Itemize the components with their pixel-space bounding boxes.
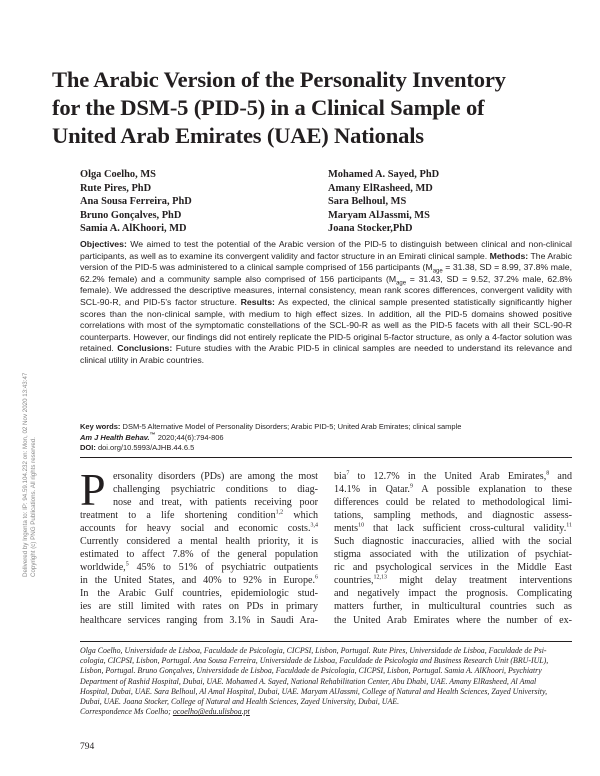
- footnote-line: [80, 707, 572, 717]
- body-line: differences could be related to methodological limi-: [334, 497, 572, 509]
- body-line: and negatively impact the prognosis. Complicating: [334, 588, 572, 600]
- doi-line: [80, 443, 572, 454]
- footnote-line: Dubai, UAE. Joana Stocker, College of Natural and Health Sciences, Zayed University, Dubai, UAE.: [80, 696, 400, 706]
- footnote-line: Department of Rashid Hospital, Dubai, UAE. Mohamed A. Sayed, National Rehabilitation Center, Abu Dhabi, UAE. Amany ElRasheed, Al Amal: [80, 676, 537, 686]
- keywords-label: Key words:: [80, 422, 121, 431]
- body-line: ersonality disorders (PDs) are among the most: [113, 471, 318, 482]
- body-line: tations, sampling methods, and diagnostic assess-: [334, 510, 572, 522]
- divider: [80, 641, 572, 642]
- author: Samia A. AlKhoori, MD: [80, 223, 187, 235]
- body-line: ies are still limited with rates on PDs in primary: [80, 601, 318, 613]
- body-line: nose and treat, with patients receiving poor: [113, 497, 318, 509]
- author: Olga Coelho, MS: [80, 169, 156, 180]
- subscript: age: [432, 268, 443, 275]
- body-line: worldwide,$^5$ 45% to 51% of psychiatric outpatients: [80, 561, 318, 574]
- body-line: 14.1% in Qatar.$^9$ A possible explanation to these: [334, 483, 572, 496]
- author: Sara Belhoul, MS: [328, 196, 407, 208]
- title-line: United Arab Emirates (UAE) Nationals: [52, 123, 424, 148]
- keywords-text: DSM-5 Alternative Model of Personality Disorders; Arabic PID-5; United Arab Emirates; clinical sample: [122, 422, 462, 431]
- page-number: 794: [80, 742, 95, 752]
- delivery-watermark: [22, 232, 48, 577]
- title-line: for the DSM-5 (PID-5) in a Clinical Sample of: [52, 95, 485, 120]
- body-line: Such diagnostic inaccuracies, allied with the social: [334, 536, 572, 548]
- body-column-left: [80, 470, 318, 627]
- footnote-line: cologia, CICPSI, Lisbon, Portugal. Ana Sousa Ferreira, Universidade de Lisboa, Faculdade de Psicologia and Business Research Unit (BRU-IUL),: [80, 656, 549, 666]
- author: Ana Sousa Ferreira, PhD: [80, 196, 192, 208]
- footnote-line: Olga Coelho, Universidade de Lisboa, Faculdade de Psicologia, CICPSI, Lisbon, Portugal. Rute Pires, Universidade de Lisboa, Faculdade de Psi-: [80, 646, 547, 655]
- abstract-conclusions-text: Future studies with the Arabic PID-5 in clinical samples are needed to understand its relevance and clinical utility in Arabic countries.: [80, 343, 572, 365]
- abstract-methods-label: Methods:: [489, 250, 529, 261]
- body-line: challenging psychiatric conditions to diag-: [113, 484, 318, 496]
- author: Rute Pires, PhD: [80, 182, 152, 194]
- doi-link[interactable]: doi.org/10.5993/AJHB.44.6.5: [97, 443, 195, 452]
- keywords-block: [80, 422, 572, 454]
- citation: 2020;44(6):794-806: [155, 432, 224, 442]
- author-list-right: [328, 168, 439, 236]
- author: Joana Stocker,PhD: [328, 223, 413, 235]
- body-line: estimated to affect 7.8% of the general population: [80, 549, 318, 561]
- subscript: age: [396, 280, 407, 287]
- body-line: In the Arabic Gulf countries, epidemiologic stud-: [80, 588, 318, 600]
- author: Maryam AlJassmi, MS: [328, 209, 430, 221]
- journal-name: Am J Health Behav.: [80, 432, 150, 442]
- citation-line: [80, 433, 572, 444]
- author-list-left: [80, 168, 192, 236]
- watermark-line: Delivered by Ingenta to: IP: 94.59.104.232 on: Mon, 02 Nov 2020 13:43:47: [22, 372, 29, 577]
- correspondence-label: Correspondence Ms Coelho;: [80, 707, 171, 717]
- abstract-methods-text: = 31.38, SD = 8.99, 37.8% male, 62.2% female) and a community sample also comprised of 156 participants (M: [80, 262, 572, 284]
- body-line: countries,$^{12,13}$ might delay treatment interventions: [334, 575, 572, 587]
- divider: [80, 457, 572, 458]
- watermark-line: Copyright (c) PNG Publications. All rights reserved.: [30, 437, 37, 577]
- footnote-line: Lisbon, Portugal. Bruno Gonçalves, Universidade de Lisboa, Faculdade de Psicologia, CICPSI, Lisbon, Portugal. Samia A. AlKhoori, Psychiatry: [80, 666, 542, 676]
- abstract-results-text: As expected, the clinical sample presented statistically significantly higher scores than the non-clinical sample, with medium to high effect sizes. In addition, all the PID-5 domains showed positive correlations with most of the symptomatic constellations of the SCL-90-R as well as the PID-5 facets with all their SCL-90-R counterparts. However, our findings did not entirely replicate the PID-5 original 5-factor structure, as only a 4-factor solution was retained.: [80, 296, 573, 354]
- body-line: stigma associated with the utilization of psychiat-: [334, 549, 572, 561]
- author: Bruno Gonçalves, PhD: [80, 209, 182, 221]
- body-line: the United Arab Emirates where the number of ex-: [334, 614, 572, 626]
- abstract-methods-text: The Arabic version of the PID-5 was administered to a clinical sample comprised of 156 participants (M: [80, 250, 572, 273]
- author: Amany ElRasheed, MD: [328, 182, 433, 194]
- body-line: matters further, in multicultural countries such as: [334, 601, 572, 613]
- body-line: healthcare services ranging from 3.1% in Saudi Ara-: [80, 614, 318, 626]
- body-line: ric and psychological services in the Middle East: [334, 562, 572, 574]
- abstract-objectives-label: Objectives:: [80, 239, 127, 249]
- body-column-right: [334, 470, 572, 627]
- author: Mohamed A. Sayed, PhD: [328, 169, 440, 180]
- email-link[interactable]: ocoelho@edu.ulisboa.pt: [172, 707, 250, 717]
- doi-label: DOI:: [80, 443, 96, 452]
- body-line: bia$^7$ to 12.7% in the United Arab Emirates,$^8$ and: [334, 470, 572, 482]
- keywords-line: [80, 422, 572, 433]
- trademark: ™: [149, 432, 156, 438]
- abstract-results-label: Results:: [240, 296, 275, 307]
- body-line: Currently considered a mental health priority, it is: [80, 536, 318, 548]
- body-line: treatment to a life shortening condition$^{1,2}$ which: [80, 509, 318, 522]
- affiliations-footnote: [80, 646, 572, 717]
- body-line: accounts for heavy social and economic costs.$^{3,4}$: [80, 522, 318, 535]
- body-line: in the United States, and 40% to 92% in Europe.$^6$: [80, 575, 318, 587]
- abstract-conclusions-label: Conclusions:: [117, 343, 173, 354]
- body-line: ments$^{10}$ that lack sufficient cross-cultural validity.$^{11}$: [334, 522, 572, 535]
- footnote-line: Hospital, Dubai, UAE. Sara Belhoul, Al Amal Hospital, Dubai, UAE. Maryam AlJassmi, College of Natural and Health Sciences, Zayed University,: [80, 686, 548, 696]
- article-title: [52, 66, 552, 150]
- abstract-methods-text: = 31.43, SD = 9.52, 37.2% male, 62.8% female). We addressed the descriptive measures, internal consistency, mean rank scores differences, convergent validity with SCL-90-R, and PID-5’s factor structure.: [80, 273, 572, 307]
- abstract-objectives-text: We aimed to test the potential of the Arabic version of the PID-5 to distinguish between clinical and non-clinical participants, as well as to examine its convergent validity and factor structure in an Emirati clinical sample.: [80, 239, 572, 261]
- title-line: The Arabic Version of the Personality Inventory: [52, 67, 506, 92]
- drop-cap: P: [80, 464, 106, 515]
- abstract: [80, 239, 572, 367]
